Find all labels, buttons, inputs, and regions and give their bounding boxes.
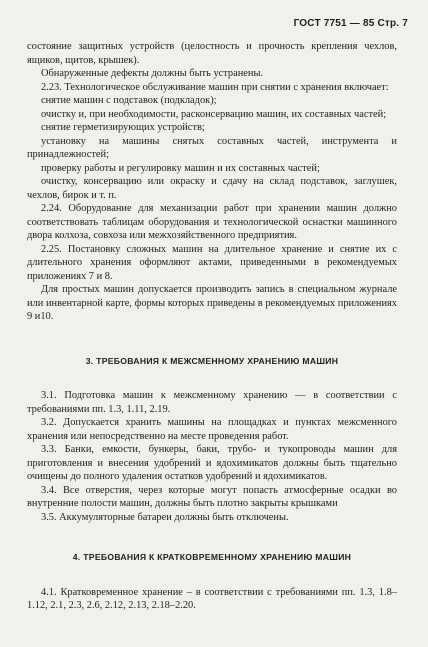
paragraph: 3.4. Все отверстия, через которые могут попасть атмосферные осадки во внутренние полости машин, должны быть плотно закрыты крышками [27,484,397,509]
paragraph: снятие машин с подставок (подкладок); [41,95,217,106]
paragraph: снятие герметизирующих устройств; [41,122,205,133]
paragraph: 2.24. Оборудование для механизации работ при хранении машин должно соответствовать таблицам оборудования и технологической оснастки машинного двора колхоза, совхоза или межхозяйственного предприятия. [27,203,397,241]
paragraph: 3.1. Подготовка машин к межсменному хранению — в соответствии с требованиями пп. 1.3, 1.11, 2.19. [27,390,397,415]
paragraph: установку на машины снятых составных частей, инструмента и принадлежностей; [27,135,397,160]
paragraph: Обнаруженные дефекты должны быть устранены. [41,68,264,79]
paragraph: 3.5. Аккумуляторные батареи должны быть отключены. [41,511,289,523]
paragraph: 3.3. Банки, емкости, бункеры, баки, трубо- и тукопроводы машин для приготовления и внесения удобрений и ядохимикатов должны быть тщательно очищены до полного удаления остатков удобрений и ядохимикатов. [27,444,397,482]
paragraph: 2.23. Технологическое обслуживание машин при снятии с хранения включает: [41,81,389,93]
paragraph: 3.2. Допускается хранить машины на площадках и пунктах межсменного хранения или непосредственно на месте проведения работ. [27,417,397,442]
page-header: ГОСТ 7751 — 85 Стр. 7 [293,18,408,29]
paragraph: очистку, консервацию или окраску и сдачу на склад подставок, заглушек, чехлов, бирок и т. п. [27,176,397,201]
paragraph: очистку и, при необходимости, расконсервацию машин, их составных частей; [41,108,387,120]
paragraph: состояние защитных устройств (целостность и прочность крепления чехлов, ящиков, щитов, крышек). [27,41,397,66]
paragraph: 2.25. Постановку сложных машин на длительное хранение и снятие их с длительного хранения оформляют актами, приведенными в рекомендуемых приложениях 7 и 8. [27,243,397,282]
paragraph: Для простых машин допускается производить запись в специальном журнале или инвентарной карте, формы которых приведены в рекомендуемых приложениях 9 и10. [27,284,397,322]
document-body [27,40,397,613]
paragraph: проверку работы и регулировку машин и их составных частей; [41,162,320,174]
section-4-title: 4. ТРЕБОВАНИЯ К КРАТКОВРЕМЕННОМУ ХРАНЕНИЮ МАШИН [72,552,352,562]
paragraph: 4.1. Кратковременное хранение – в соответствии с требованиями пп. 1.3, 1.8–1.12, 2.1, 2.3, 2.6, 2.12, 2.13, 2.18–2.20. [27,586,397,611]
section-3-title: 3. ТРЕБОВАНИЯ К МЕЖСМЕННОМУ ХРАНЕНИЮ МАШИН [85,355,339,366]
